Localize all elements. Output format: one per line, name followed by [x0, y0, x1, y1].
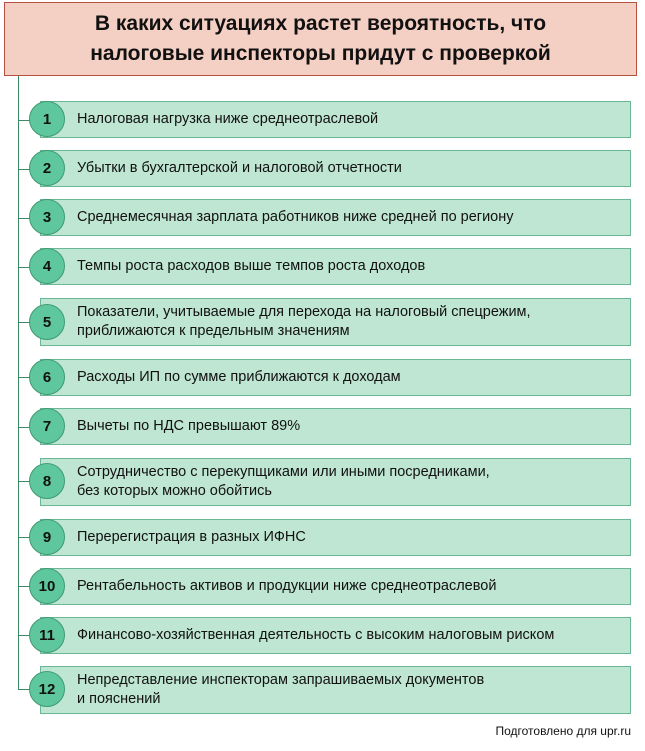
list-item — [40, 568, 631, 605]
item-text-line-2: и пояснений — [77, 691, 161, 707]
item-text: Рентабельность активов и продукции ниже среднеотраслевой — [77, 578, 497, 594]
list-item — [40, 199, 631, 236]
item-text — [77, 303, 531, 341]
list-item — [40, 408, 631, 445]
number-badge: 7 — [29, 408, 65, 444]
item-text: Расходы ИП по сумме приближаются к доходам — [77, 369, 401, 385]
number-badge: 4 — [29, 248, 65, 284]
number-badge: 12 — [29, 671, 65, 707]
title-line-1: В каких ситуациях растет вероятность, что — [94, 12, 547, 35]
number-badge: 10 — [29, 568, 65, 604]
number-badge: 11 — [29, 617, 65, 653]
list-item — [40, 666, 631, 714]
number-badge: 3 — [29, 199, 65, 235]
item-text — [77, 671, 484, 709]
item-text: Перерегистрация в разных ИФНС — [77, 529, 306, 545]
list-item — [40, 150, 631, 187]
item-text-line-2: без которых можно обойтись — [77, 483, 272, 499]
number-badge: 6 — [29, 359, 65, 395]
item-text-line-1: Сотрудничество с перекупщиками или иными посредниками, — [77, 464, 490, 480]
item-text-line-1: Непредставление инспекторам запрашиваемых документов — [77, 672, 485, 688]
list-item — [40, 519, 631, 556]
source-credit: Подготовлено для upr.ru — [495, 724, 631, 738]
title-box — [4, 2, 637, 76]
list-item — [40, 248, 631, 285]
item-text: Финансово-хозяйственная деятельность с высоким налоговым риском — [77, 627, 555, 643]
number-badge: 8 — [29, 463, 65, 499]
list-item — [40, 101, 631, 138]
number-badge: 1 — [29, 101, 65, 137]
item-text: Темпы роста расходов выше темпов роста доходов — [77, 258, 426, 274]
item-text-line-2: приближаются к предельным значениям — [77, 323, 350, 339]
list-item — [40, 458, 631, 506]
item-text-line-1: Показатели, учитываемые для перехода на налоговый спецрежим, — [77, 304, 531, 320]
list-item — [40, 359, 631, 396]
item-text: Налоговая нагрузка ниже среднеотраслевой — [77, 111, 379, 127]
item-text: Вычеты по НДС превышают 89% — [77, 418, 301, 434]
item-text: Среднемесячная зарплата работников ниже средней по региону — [77, 209, 514, 225]
number-badge: 2 — [29, 150, 65, 186]
list-item — [40, 298, 631, 346]
item-text: Убытки в бухгалтерской и налоговой отчетности — [77, 160, 402, 176]
title-line-2: налоговые инспекторы придут с проверкой — [90, 42, 551, 65]
diagram-title — [90, 9, 551, 69]
number-badge: 9 — [29, 519, 65, 555]
list-item — [40, 617, 631, 654]
number-badge: 5 — [29, 304, 65, 340]
item-text — [77, 463, 490, 501]
